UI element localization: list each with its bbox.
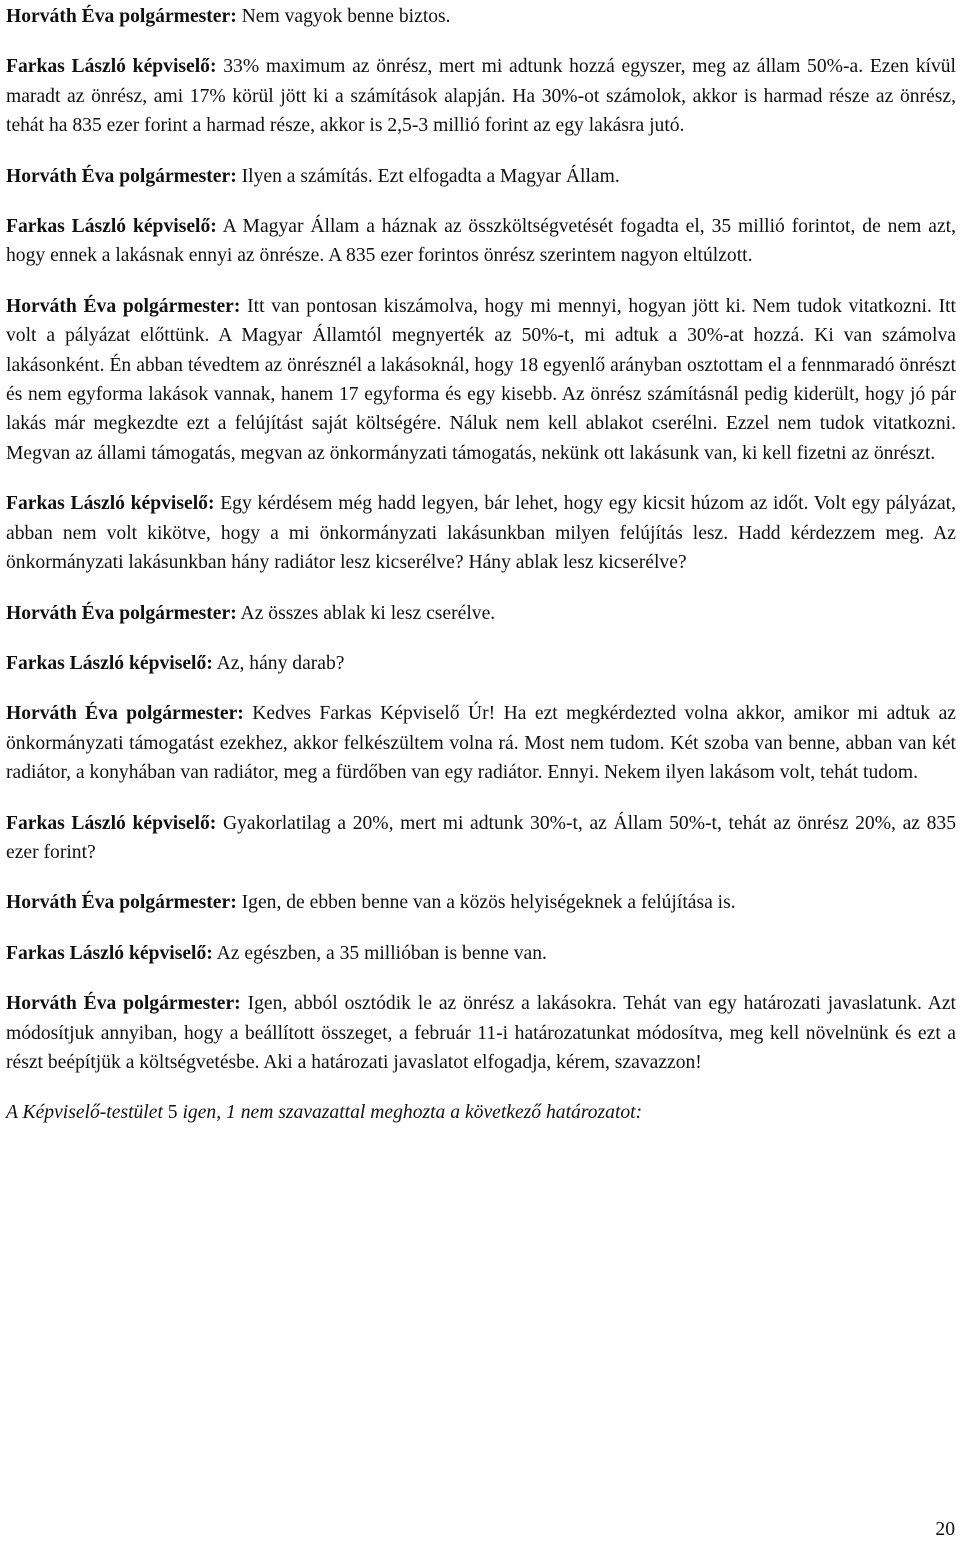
speech-text: Nem vagyok benne biztos.	[236, 6, 451, 27]
speech-text: Itt van pontosan kiszámolva, hogy mi mennyi, hogyan jött ki. Nem tudok vitatkozni. Itt volt a pályázat előttünk. A Magyar Államtól megnyerték az 50%-t, mi adtuk a 30%-at hozzá. Ki van számolva lakásonként. Én abban tévedtem az önrésznél a lakásoknál, hogy 18 egyenlő arányban osztottam el a fennmaradó önrészt és nem egyforma lakások vannak, hanem 17 egyforma és egy kisebb. Az önrész számításnál pedig kiderült, hogy jó pár lakás már megkezdte ezt a felújítást saját költségére. Náluk nem kell ablakot cserélni. Ezzel nem tudok vitatkozni. Megvan az állami támogatás, megvan az önkormányzati támogatás, nekünk ott lakásunk van, ki kell fizetni az önrészt.	[6, 295, 956, 464]
speaker-name: Horváth Éva polgármester:	[6, 602, 237, 624]
speaker-name: Horváth Éva polgármester:	[6, 6, 237, 27]
speech-text: Egy kérdésem még hadd legyen, bár lehet, hogy egy kicsit húzom az időt. Volt egy pályázat, abban nem volt kikötve, hogy a mi önkormányzati lakásunkban milyen felújítás lesz. Hadd kérdezzem meg. Az önkormányzati lakásunkban hány radiátor lesz kicserélve? Hány ablak lesz kicserélve?	[6, 493, 956, 574]
resolution-statement	[6, 1098, 956, 1127]
speech-text: Igen, abból osztódik le az önrész a lakásokra. Tehát van egy határozati javaslatunk. Azt módosítjuk annyiban, hogy a beállított összeget, a február 11-i határozatunkat módosítva, meg kell növelnünk és ezt a részt beépítjük a költségvetésbe. Aki a határozati javaslatot elfogadja, kérem, szavazzon!	[6, 993, 956, 1073]
speaker-name: Horváth Éva polgármester:	[6, 295, 241, 317]
speaker-name: Farkas László képviselő:	[6, 942, 213, 964]
speech-text: Igen, de ebben benne van a közös helyiségeknek a felújítása is.	[236, 892, 736, 914]
speech-text: Az, hány darab?	[212, 652, 345, 674]
speech-paragraph	[6, 809, 956, 868]
speaker-name: Horváth Éva polgármester:	[6, 993, 241, 1015]
speech-paragraph	[6, 2, 956, 31]
speech-paragraph	[6, 52, 956, 140]
minutes-body	[6, 2, 956, 1077]
speech-text: Kedves Farkas Képviselő Úr! Ha ezt megkérdezted volna akkor, amikor mi adtuk az önkormányzati támogatást ezekhez, akkor felkészültem volna rá. Most nem tudom. Két szoba van benne, abban van két radiátor, a konyhában van radiátor, meg a fürdőben van egy radiátor. Ennyi. Nekem ilyen lakásom volt, tehát tudom.	[6, 703, 956, 784]
resolution-prefix: A Képviselő-testület	[6, 1102, 168, 1124]
resolution-suffix: igen, 1 nem szavazattal meghozta a következő határozatot:	[177, 1102, 643, 1124]
speech-paragraph	[6, 489, 956, 577]
speaker-name: Farkas László képviselő:	[6, 56, 217, 78]
speech-paragraph	[6, 989, 956, 1077]
speech-text: Az összes ablak ki lesz cserélve.	[236, 602, 496, 624]
speaker-name: Horváth Éva polgármester:	[6, 703, 244, 725]
document-page	[6, 2, 956, 1149]
speech-text: A Magyar Állam a háznak az összköltségvetését fogadta el, 35 millió forintot, de nem azt, hogy ennek a lakásnak ennyi az önrésze. A 835 ezer forintos önrész szerintem nagyon eltúlzott.	[6, 216, 956, 267]
speech-text: Gyakorlatilag a 20%, mert mi adtunk 30%-t, az Állam 50%-t, tehát az önrész 20%, az 835 ezer forint?	[6, 812, 956, 863]
yes-vote-count: 5	[167, 1102, 178, 1124]
speech-paragraph	[6, 699, 956, 787]
speaker-name: Horváth Éva polgármester:	[6, 892, 237, 914]
speech-paragraph	[6, 888, 956, 917]
speech-paragraph	[6, 649, 956, 678]
speaker-name: Farkas László képviselő:	[6, 812, 217, 834]
speaker-name: Horváth Éva polgármester:	[6, 165, 237, 187]
page-number: 20	[935, 1519, 955, 1540]
speech-text: 33% maximum az önrész, mert mi adtunk hozzá egyszer, meg az állam 50%-a. Ezen kívül maradt az önrész, ami 17% körül jött ki a számítások alapján. Ha 30%-ot számolok, akkor is harmad része az önrész, tehát ha 835 ezer forint a harmad része, akkor is 2,5-3 millió forint az egy lakásra jutó.	[6, 56, 956, 137]
speaker-name: Farkas László képviselő:	[6, 216, 217, 238]
speech-paragraph	[6, 599, 956, 628]
speech-text: Az egészben, a 35 millióban is benne van.	[212, 942, 547, 964]
speech-paragraph	[6, 212, 956, 271]
speech-text: Ilyen a számítás. Ezt elfogadta a Magyar Állam.	[236, 165, 620, 187]
speech-paragraph	[6, 292, 956, 468]
speech-paragraph	[6, 162, 956, 191]
speech-paragraph	[6, 939, 956, 968]
speaker-name: Farkas László képviselő:	[6, 493, 215, 515]
speaker-name: Farkas László képviselő:	[6, 652, 213, 674]
